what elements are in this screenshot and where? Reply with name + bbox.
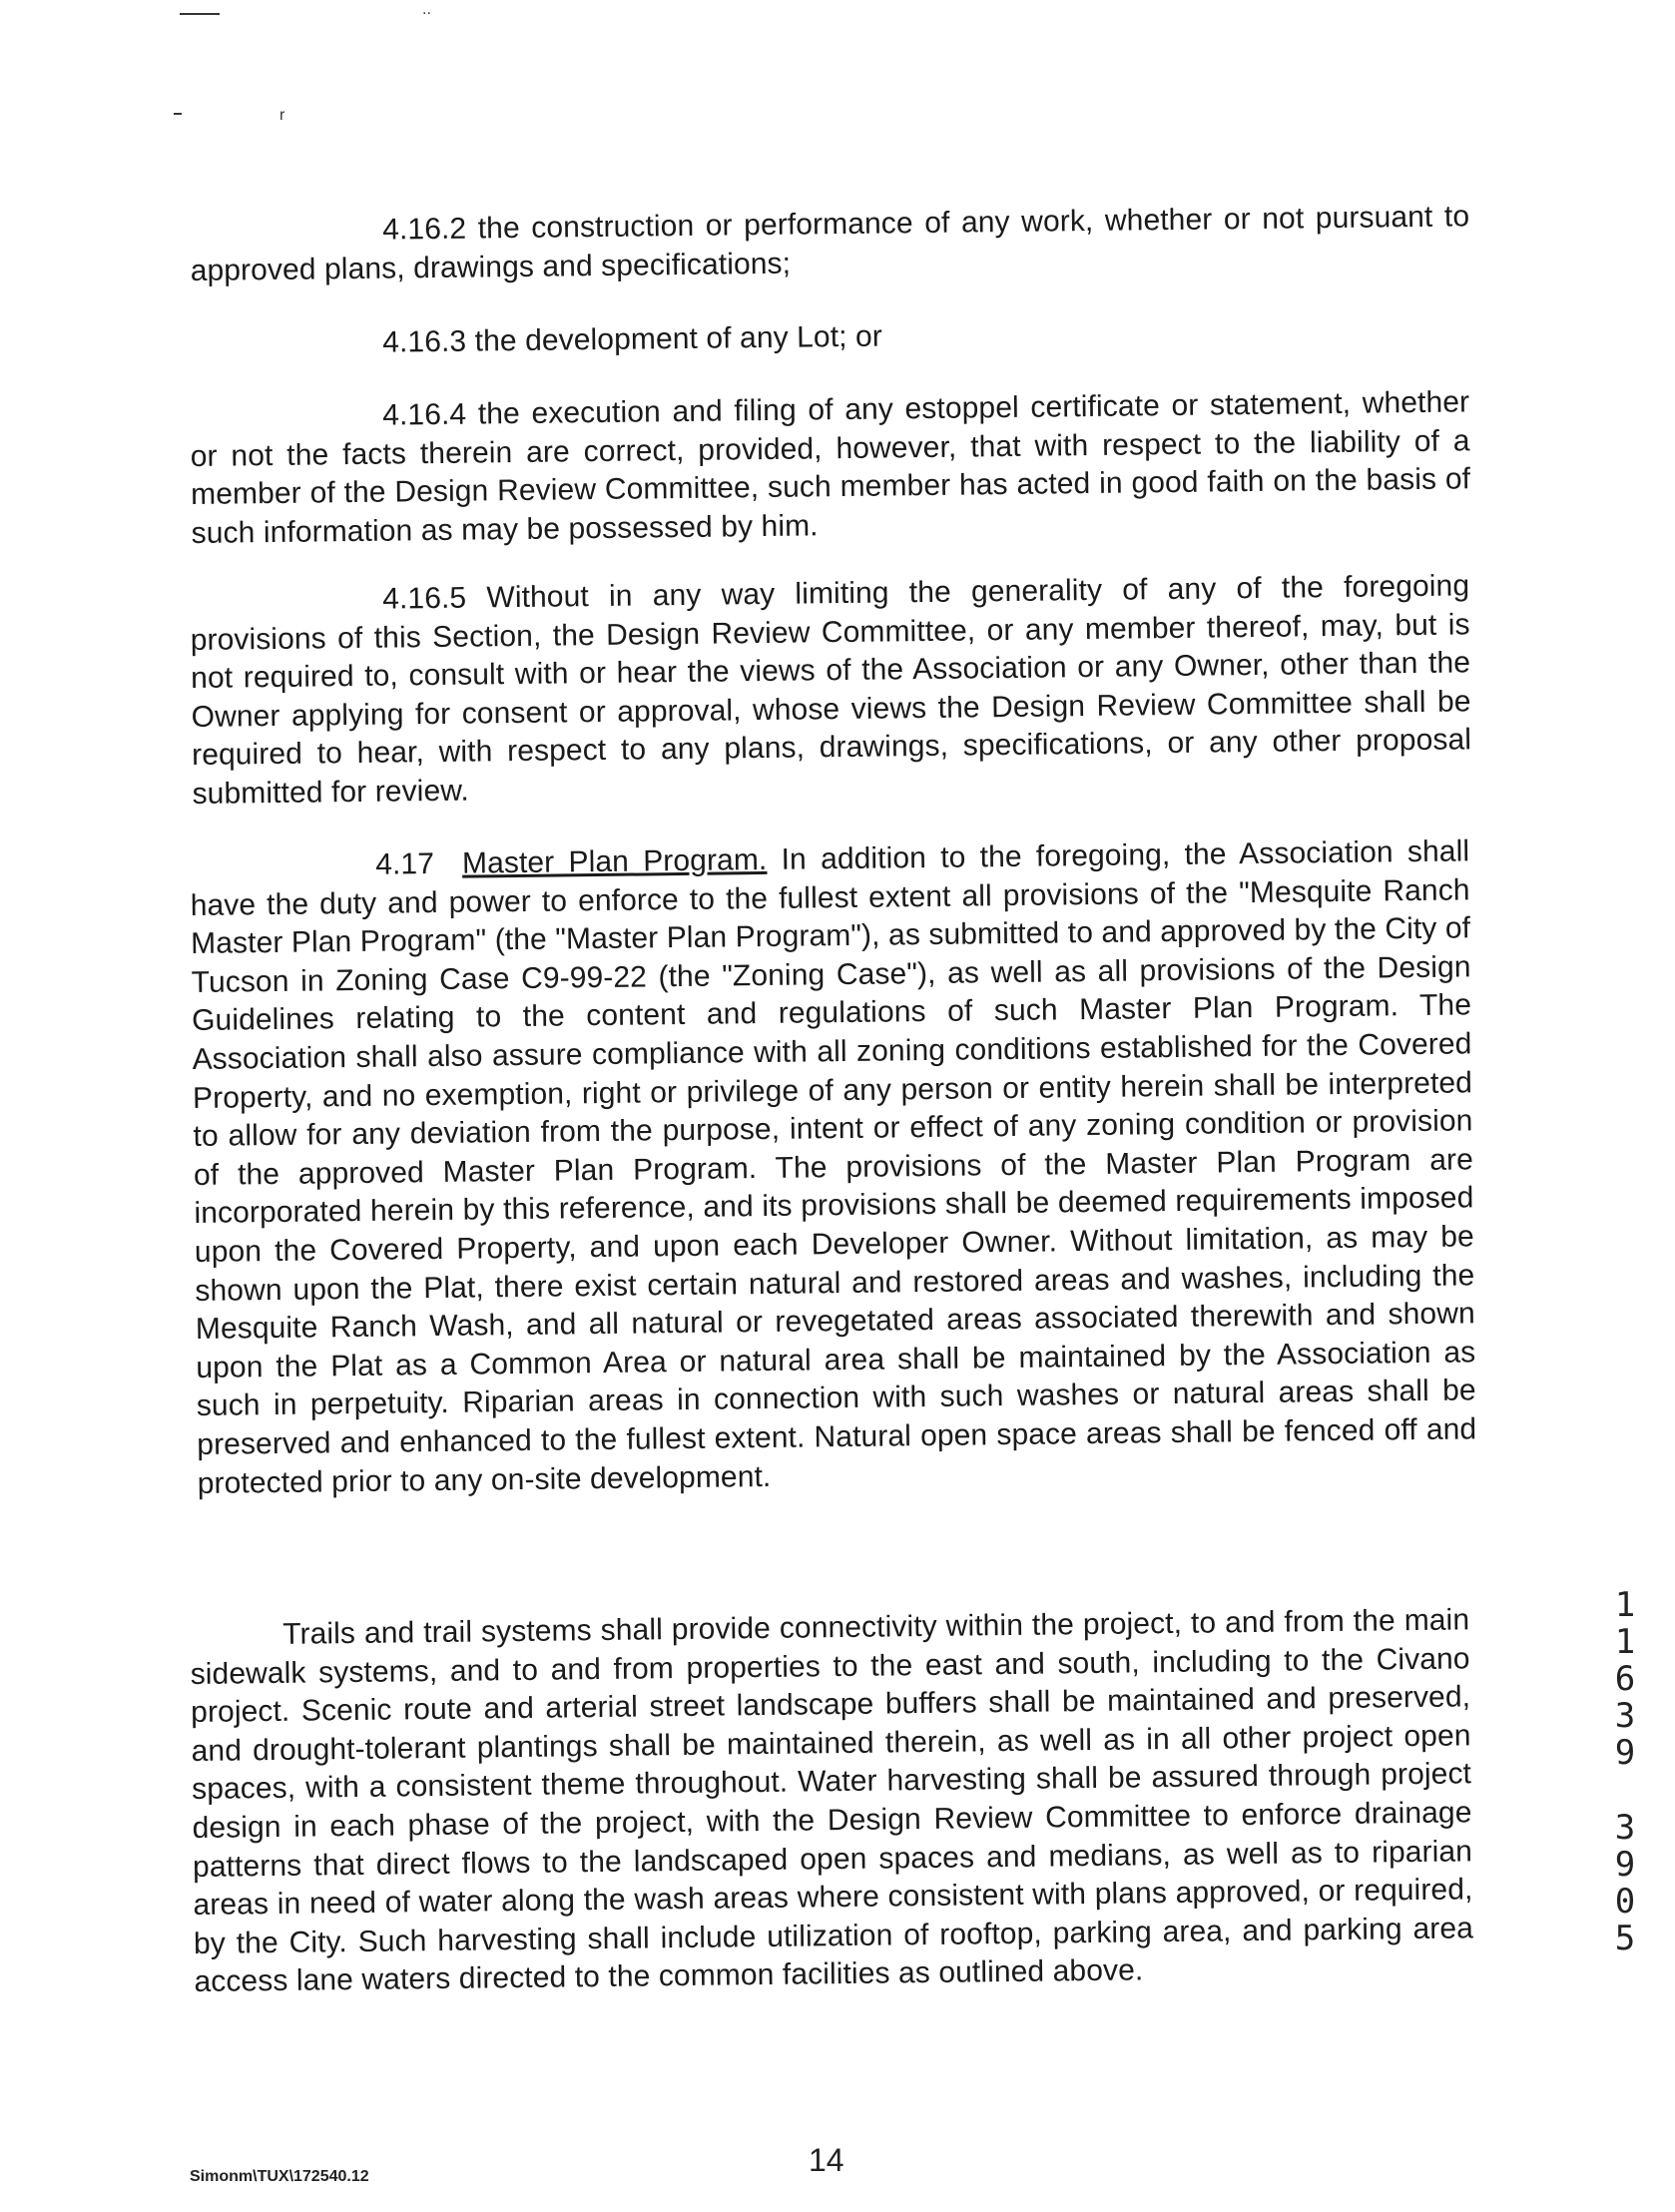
stamp-digit: 1 — [1614, 1622, 1636, 1662]
footer-document-id: Simonm\TUX\172540.12 — [190, 2168, 369, 2185]
stamp-digit: 0 — [1614, 1882, 1636, 1922]
section-heading: Master Plan Program. — [461, 842, 768, 880]
paragraph-text: 4.16.2 the construction or performance of any work, whether or not pursuant to approved plans, drawings and specifications; — [190, 200, 1470, 287]
section-number: 4.17 — [375, 847, 435, 881]
paragraph-text: Trails and trail systems shall provide connectivity within the project, to and from the main sidewalk systems, and to and from properties to the east and south, including to the Civano project. Scenic route and arterial street landscape buffers shall be maintained and preserved, and drought-tolerant plantings shall be maintained therein, as well as in all other project open spaces, with a consistent theme throughout. Water harvesting shall be assured through project design in each phase of the project, with the Design Review Committee to enforce drainage patterns that direct flows to the landscaped open spaces and medians, as well as to riparian areas in need of water along the wash areas where consistent with plans approved, or required, by the City. Such harvesting shall include utilization of rooftop, parking area, and parking area access lane waters directed to the common facilities as outlined above. — [190, 1603, 1474, 1999]
stamp-digit: 3 — [1614, 1696, 1636, 1736]
scan-artifact-tick — [174, 113, 182, 115]
stamp-gap — [1605, 1772, 1645, 1810]
recording-stamp — [1605, 1587, 1645, 1957]
page-number: 14 — [809, 2142, 844, 2178]
stamp-digit: 9 — [1614, 1733, 1636, 1773]
paragraph-text: 4.16.4 the execution and filing of any estoppel certificate or statement, whether or not the facts therein are correct, provided, however, that with respect to the liability of a member of the Design Review Committee, such member has acted in good faith on the basis of such information as may be possessed by him. — [190, 385, 1471, 550]
scan-artifact-dots: .. — [422, 1, 431, 18]
stamp-digit: 6 — [1614, 1659, 1636, 1699]
stamp-digit: 5 — [1614, 1919, 1636, 1958]
scan-artifact-mark: r — [279, 107, 285, 124]
paragraph-text: 4.16.5 Without in any way limiting the generality of any of the foregoing provisions of this Section, the Design Review Committee, or any member thereof, may, but is not required to, consult with or hear the views of the Association or any Owner, other than the Owner applying for consent or approval, whose views the Design Review Committee shall be required to hear, with respect to any plans, drawings, specifications, or any other proposal submitted for review. — [190, 569, 1472, 811]
paragraph-text: 4.16.3 the development of any Lot; or — [382, 319, 883, 359]
paragraph-trails — [190, 1601, 1474, 2002]
stamp-digit: 3 — [1614, 1808, 1636, 1848]
paragraph-4-16-3 — [190, 310, 1469, 364]
paragraph-4-16-5 — [190, 567, 1472, 814]
stamp-digit: 1 — [1614, 1585, 1636, 1625]
section-4-17 — [190, 832, 1477, 1503]
scan-artifact-line — [180, 13, 220, 15]
paragraph-4-16-2 — [190, 198, 1470, 290]
paragraph-4-16-4 — [190, 383, 1471, 553]
section-4-17-text — [190, 832, 1477, 1503]
stamp-digit: 9 — [1614, 1845, 1636, 1885]
section-body: In addition to the foregoing, the Association shall have the duty and power to enforce to the fullest extent all provisions of the "Mesquite Ranch Master Plan Program" (the "Master Plan Program"), as submitted to and approved by the City of Tucson in Zoning Case C9-99-22 (the "Zoning Case"), as well as all provisions of the Design Guidelines relating to the content and regulations of such Master Plan Program. The Association shall also assure compliance with all zoning conditions established for the Covered Property, and no exemption, right or privilege of any person or entity herein shall be interpreted to allow for any deviation from the purpose, intent or effect of any zoning condition or provision of the approved Master Plan Program. The provisions of the Master Plan Program are incorporated herein by this reference, and its provisions shall be deemed requirements imposed upon the Covered Property, and upon each Developer Owner. Without limitation, as may be shown upon the Plat, there exist certain natural and restored areas and washes, including the Mesquite Ranch Wash, and all natural or revegetated areas associated therewith and shown upon the Plat as a Common Area or natural area shall be maintained by the Association as such in perpetuity. Riparian areas in connection with such washes or natural areas shall be preserved and enhanced to the fullest extent. Natural open space areas shall be fenced off and protected prior to any on-site development. — [190, 834, 1477, 1500]
